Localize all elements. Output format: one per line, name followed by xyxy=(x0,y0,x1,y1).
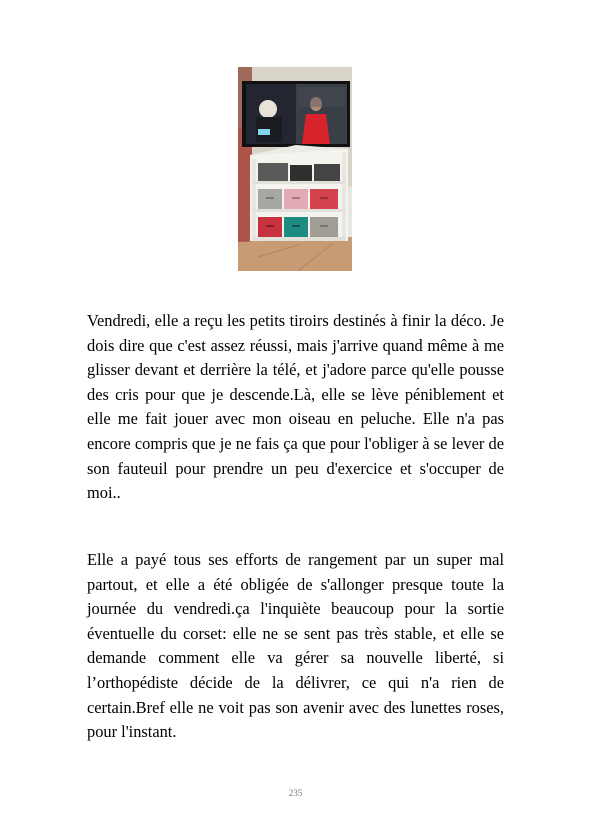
tv-shelf-illustration xyxy=(238,67,352,271)
paragraph-2: Elle a payé tous ses efforts de rangement par un super mal partout, et elle a été obligée de s'allonger presque toute la journée du vendredi.ça l'inquiète beaucoup pour la sortie éventuelle du corset: elle ne se sent pas très stable, et elle se demande comment elle va gérer sa nouvelle liberté, si l’orthopédiste décide de la délivrer, ce qui n'a rien de certain.Bref elle ne voit pas son avenir avec des lunettes roses, pour l'instant. xyxy=(87,550,504,742)
page-number: 235 xyxy=(288,788,303,798)
tv-shelf-photo xyxy=(238,67,352,271)
paragraph-1: Vendredi, elle a reçu les petits tiroirs destinés à finir la déco. Je dois dire que c'est assez réussi, mais j'arrive quand même à me glisser devant et derrière la télé, et j'adore parce qu'elle pousse des cris pour que je descende.Là, elle se lève péniblement et elle me fait jouer avec mon oiseau en peluche. Elle n'a pas encore compris que je ne fais ça que pour l'obliger à se lever de son fauteuil pour prendre un peu d'exercice et s'occuper de moi.. xyxy=(87,311,504,503)
